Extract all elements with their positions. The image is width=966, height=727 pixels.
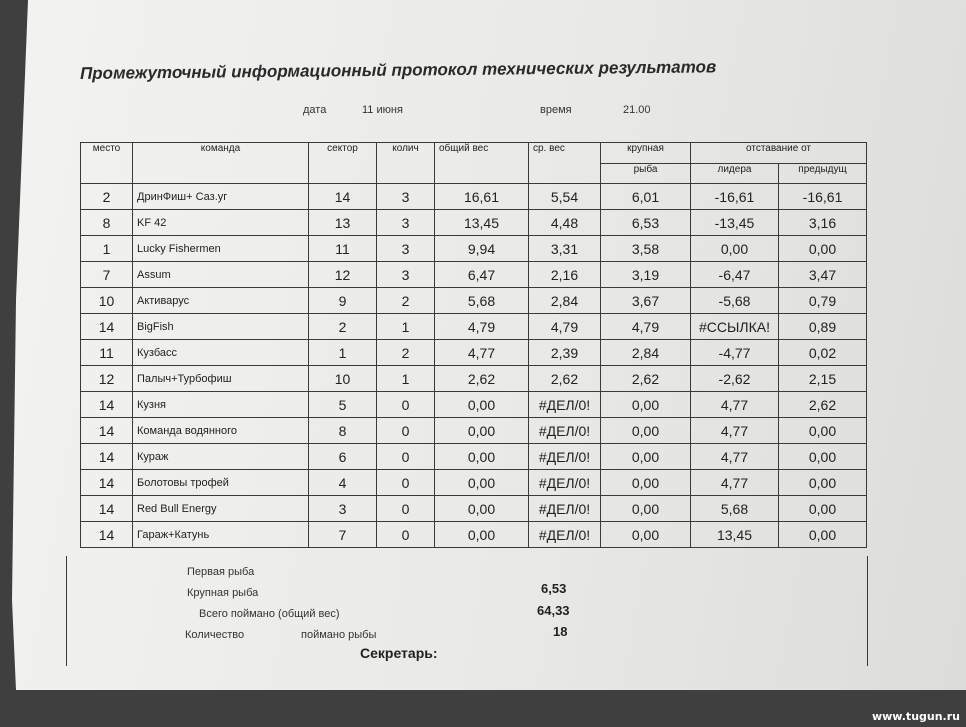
cell-team: ДринФиш+ Саз.уг [133, 184, 309, 210]
cell-gap-leader: #ССЫЛКА! [691, 314, 779, 340]
cell-count: 0 [377, 470, 435, 496]
cell-place: 12 [81, 366, 133, 392]
cell-total-weight: 4,79 [435, 314, 529, 340]
time-label: время [540, 104, 572, 116]
first-fish-label: Первая рыба [187, 566, 255, 578]
cell-count: 3 [377, 236, 435, 262]
header-gap-top: отставание от [691, 143, 867, 164]
cell-big-fish: 6,53 [601, 210, 691, 236]
cell-team: Гараж+Катунь [133, 522, 309, 548]
cell-total-weight: 0,00 [435, 496, 529, 522]
cell-gap-prev: 2,15 [779, 366, 867, 392]
cell-gap-prev: 0,00 [779, 496, 867, 522]
cell-gap-prev: 0,00 [779, 470, 867, 496]
cell-big-fish: 4,79 [601, 314, 691, 340]
results-table-body [81, 184, 867, 548]
cell-avg-weight: #ДЕЛ/0! [529, 522, 601, 548]
cell-sector: 6 [309, 444, 377, 470]
cell-place: 2 [81, 184, 133, 210]
table-row [81, 496, 867, 522]
header-count: колич [377, 143, 435, 184]
cell-gap-prev: 0,00 [779, 522, 867, 548]
cell-total-weight: 0,00 [435, 392, 529, 418]
cell-sector: 13 [309, 210, 377, 236]
header-big-fish-bottom: рыба [601, 164, 691, 184]
header-place: место [81, 143, 133, 184]
cell-total-weight: 0,00 [435, 470, 529, 496]
cell-total-weight: 13,45 [435, 210, 529, 236]
header-big-fish-top: крупная [601, 143, 691, 164]
date-label: дата [303, 104, 327, 116]
cell-count: 3 [377, 210, 435, 236]
cell-avg-weight: 2,62 [529, 366, 601, 392]
cell-place: 14 [81, 418, 133, 444]
cell-team: Кузбасс [133, 340, 309, 366]
cell-gap-leader: 4,77 [691, 444, 779, 470]
cell-sector: 10 [309, 366, 377, 392]
results-table-wrap [80, 142, 866, 548]
cell-place: 1 [81, 236, 133, 262]
cell-avg-weight: 4,48 [529, 210, 601, 236]
cell-big-fish: 2,62 [601, 366, 691, 392]
cell-total-weight: 0,00 [435, 522, 529, 548]
cell-gap-leader: -16,61 [691, 184, 779, 210]
table-row [81, 366, 867, 392]
cell-big-fish: 3,67 [601, 288, 691, 314]
table-row [81, 340, 867, 366]
cell-avg-weight: 3,31 [529, 236, 601, 262]
cell-place: 10 [81, 288, 133, 314]
table-row [81, 288, 867, 314]
header-gap-leader: лидера [691, 164, 779, 184]
cell-count: 0 [377, 418, 435, 444]
cell-team: Кураж [133, 444, 309, 470]
cell-gap-leader: 0,00 [691, 236, 779, 262]
cell-gap-prev: 2,62 [779, 392, 867, 418]
cell-team: BigFish [133, 314, 309, 340]
cell-place: 14 [81, 522, 133, 548]
cell-count: 3 [377, 184, 435, 210]
cell-team: Red Bull Energy [133, 496, 309, 522]
cell-gap-leader: -13,45 [691, 210, 779, 236]
big-fish-label: Крупная рыба [187, 587, 259, 599]
cell-count: 0 [377, 522, 435, 548]
cell-place: 14 [81, 470, 133, 496]
header-total-weight: общий вес [435, 143, 529, 184]
cell-big-fish: 0,00 [601, 496, 691, 522]
cell-avg-weight: #ДЕЛ/0! [529, 392, 601, 418]
header-avg-weight: ср. вес [529, 143, 601, 184]
cell-place: 14 [81, 496, 133, 522]
cell-avg-weight: 2,84 [529, 288, 601, 314]
header-sector: сектор [309, 143, 377, 184]
cell-total-weight: 5,68 [435, 288, 529, 314]
cell-total-weight: 6,47 [435, 262, 529, 288]
count-label: Количество [185, 629, 245, 641]
cell-team: Команда водянного [133, 418, 309, 444]
cell-gap-prev: -16,61 [779, 184, 867, 210]
total-caught-value: 64,33 [537, 603, 570, 618]
cell-team: Lucky Fishermen [133, 236, 309, 262]
table-row [81, 210, 867, 236]
cell-place: 11 [81, 340, 133, 366]
cell-count: 1 [377, 366, 435, 392]
cell-gap-prev: 0,89 [779, 314, 867, 340]
cell-count: 1 [377, 314, 435, 340]
cell-count: 2 [377, 340, 435, 366]
cell-gap-leader: -5,68 [691, 288, 779, 314]
cell-gap-prev: 0,02 [779, 340, 867, 366]
cell-avg-weight: 2,39 [529, 340, 601, 366]
cell-big-fish: 0,00 [601, 522, 691, 548]
cell-avg-weight: 2,16 [529, 262, 601, 288]
cell-total-weight: 16,61 [435, 184, 529, 210]
cell-team: KF 42 [133, 210, 309, 236]
cell-team: Кузня [133, 392, 309, 418]
cell-sector: 11 [309, 236, 377, 262]
cell-sector: 3 [309, 496, 377, 522]
cell-big-fish: 0,00 [601, 470, 691, 496]
cell-avg-weight: #ДЕЛ/0! [529, 496, 601, 522]
table-row [81, 184, 867, 210]
cell-place: 14 [81, 314, 133, 340]
big-fish-value: 6,53 [541, 581, 567, 596]
cell-gap-leader: 4,77 [691, 392, 779, 418]
cell-count: 0 [377, 444, 435, 470]
cell-place: 7 [81, 262, 133, 288]
time-value: 21.00 [623, 104, 651, 116]
cell-big-fish: 0,00 [601, 392, 691, 418]
cell-total-weight: 9,94 [435, 236, 529, 262]
cell-count: 3 [377, 262, 435, 288]
cell-sector: 2 [309, 314, 377, 340]
cell-gap-leader: 4,77 [691, 470, 779, 496]
cell-avg-weight: 5,54 [529, 184, 601, 210]
cell-gap-leader: -4,77 [691, 340, 779, 366]
cell-gap-prev: 0,00 [779, 444, 867, 470]
cell-total-weight: 4,77 [435, 340, 529, 366]
cell-avg-weight: #ДЕЛ/0! [529, 470, 601, 496]
cell-team: Болотовы трофей [133, 470, 309, 496]
cell-gap-prev: 3,16 [779, 210, 867, 236]
cell-big-fish: 3,58 [601, 236, 691, 262]
document-title: Промежуточный информационный протокол технических результатов [79, 57, 717, 83]
header-team: команда [133, 143, 309, 184]
secretary-label: Секретарь: [360, 645, 438, 661]
cell-place: 14 [81, 392, 133, 418]
count-value: 18 [553, 624, 568, 639]
cell-count: 0 [377, 496, 435, 522]
header-gap-prev: предыдущ [779, 164, 867, 184]
cell-sector: 12 [309, 262, 377, 288]
cell-place: 14 [81, 444, 133, 470]
cell-sector: 9 [309, 288, 377, 314]
cell-gap-prev: 3,47 [779, 262, 867, 288]
table-row [81, 444, 867, 470]
cell-total-weight: 0,00 [435, 418, 529, 444]
cell-team: Assum [133, 262, 309, 288]
table-row [81, 418, 867, 444]
cell-big-fish: 2,84 [601, 340, 691, 366]
cell-gap-prev: 0,00 [779, 418, 867, 444]
table-row [81, 522, 867, 548]
cell-gap-prev: 0,00 [779, 236, 867, 262]
cell-avg-weight: #ДЕЛ/0! [529, 444, 601, 470]
cell-sector: 4 [309, 470, 377, 496]
cell-avg-weight: 4,79 [529, 314, 601, 340]
summary-block [66, 556, 868, 666]
cell-gap-leader: 4,77 [691, 418, 779, 444]
cell-total-weight: 2,62 [435, 366, 529, 392]
cell-avg-weight: #ДЕЛ/0! [529, 418, 601, 444]
cell-sector: 14 [309, 184, 377, 210]
watermark: www.tugun.ru [871, 710, 960, 723]
results-table [80, 142, 867, 548]
cell-count: 0 [377, 392, 435, 418]
cell-team: Палыч+Турбофиш [133, 366, 309, 392]
total-caught-label: Всего поймано (общий вес) [199, 608, 340, 620]
date-value: 11 июня [362, 104, 403, 116]
cell-team: Активарус [133, 288, 309, 314]
cell-gap-prev: 0,79 [779, 288, 867, 314]
cell-total-weight: 0,00 [435, 444, 529, 470]
table-row [81, 392, 867, 418]
cell-place: 8 [81, 210, 133, 236]
table-row [81, 314, 867, 340]
cell-big-fish: 3,19 [601, 262, 691, 288]
cell-sector: 7 [309, 522, 377, 548]
count-label-caught: поймано рыбы [301, 629, 377, 641]
cell-big-fish: 6,01 [601, 184, 691, 210]
cell-sector: 5 [309, 392, 377, 418]
table-row [81, 262, 867, 288]
table-row [81, 236, 867, 262]
table-row [81, 470, 867, 496]
cell-sector: 8 [309, 418, 377, 444]
cell-gap-leader: 13,45 [691, 522, 779, 548]
cell-sector: 1 [309, 340, 377, 366]
cell-big-fish: 0,00 [601, 444, 691, 470]
cell-gap-leader: 5,68 [691, 496, 779, 522]
cell-count: 2 [377, 288, 435, 314]
cell-big-fish: 0,00 [601, 418, 691, 444]
cell-gap-leader: -2,62 [691, 366, 779, 392]
cell-gap-leader: -6,47 [691, 262, 779, 288]
